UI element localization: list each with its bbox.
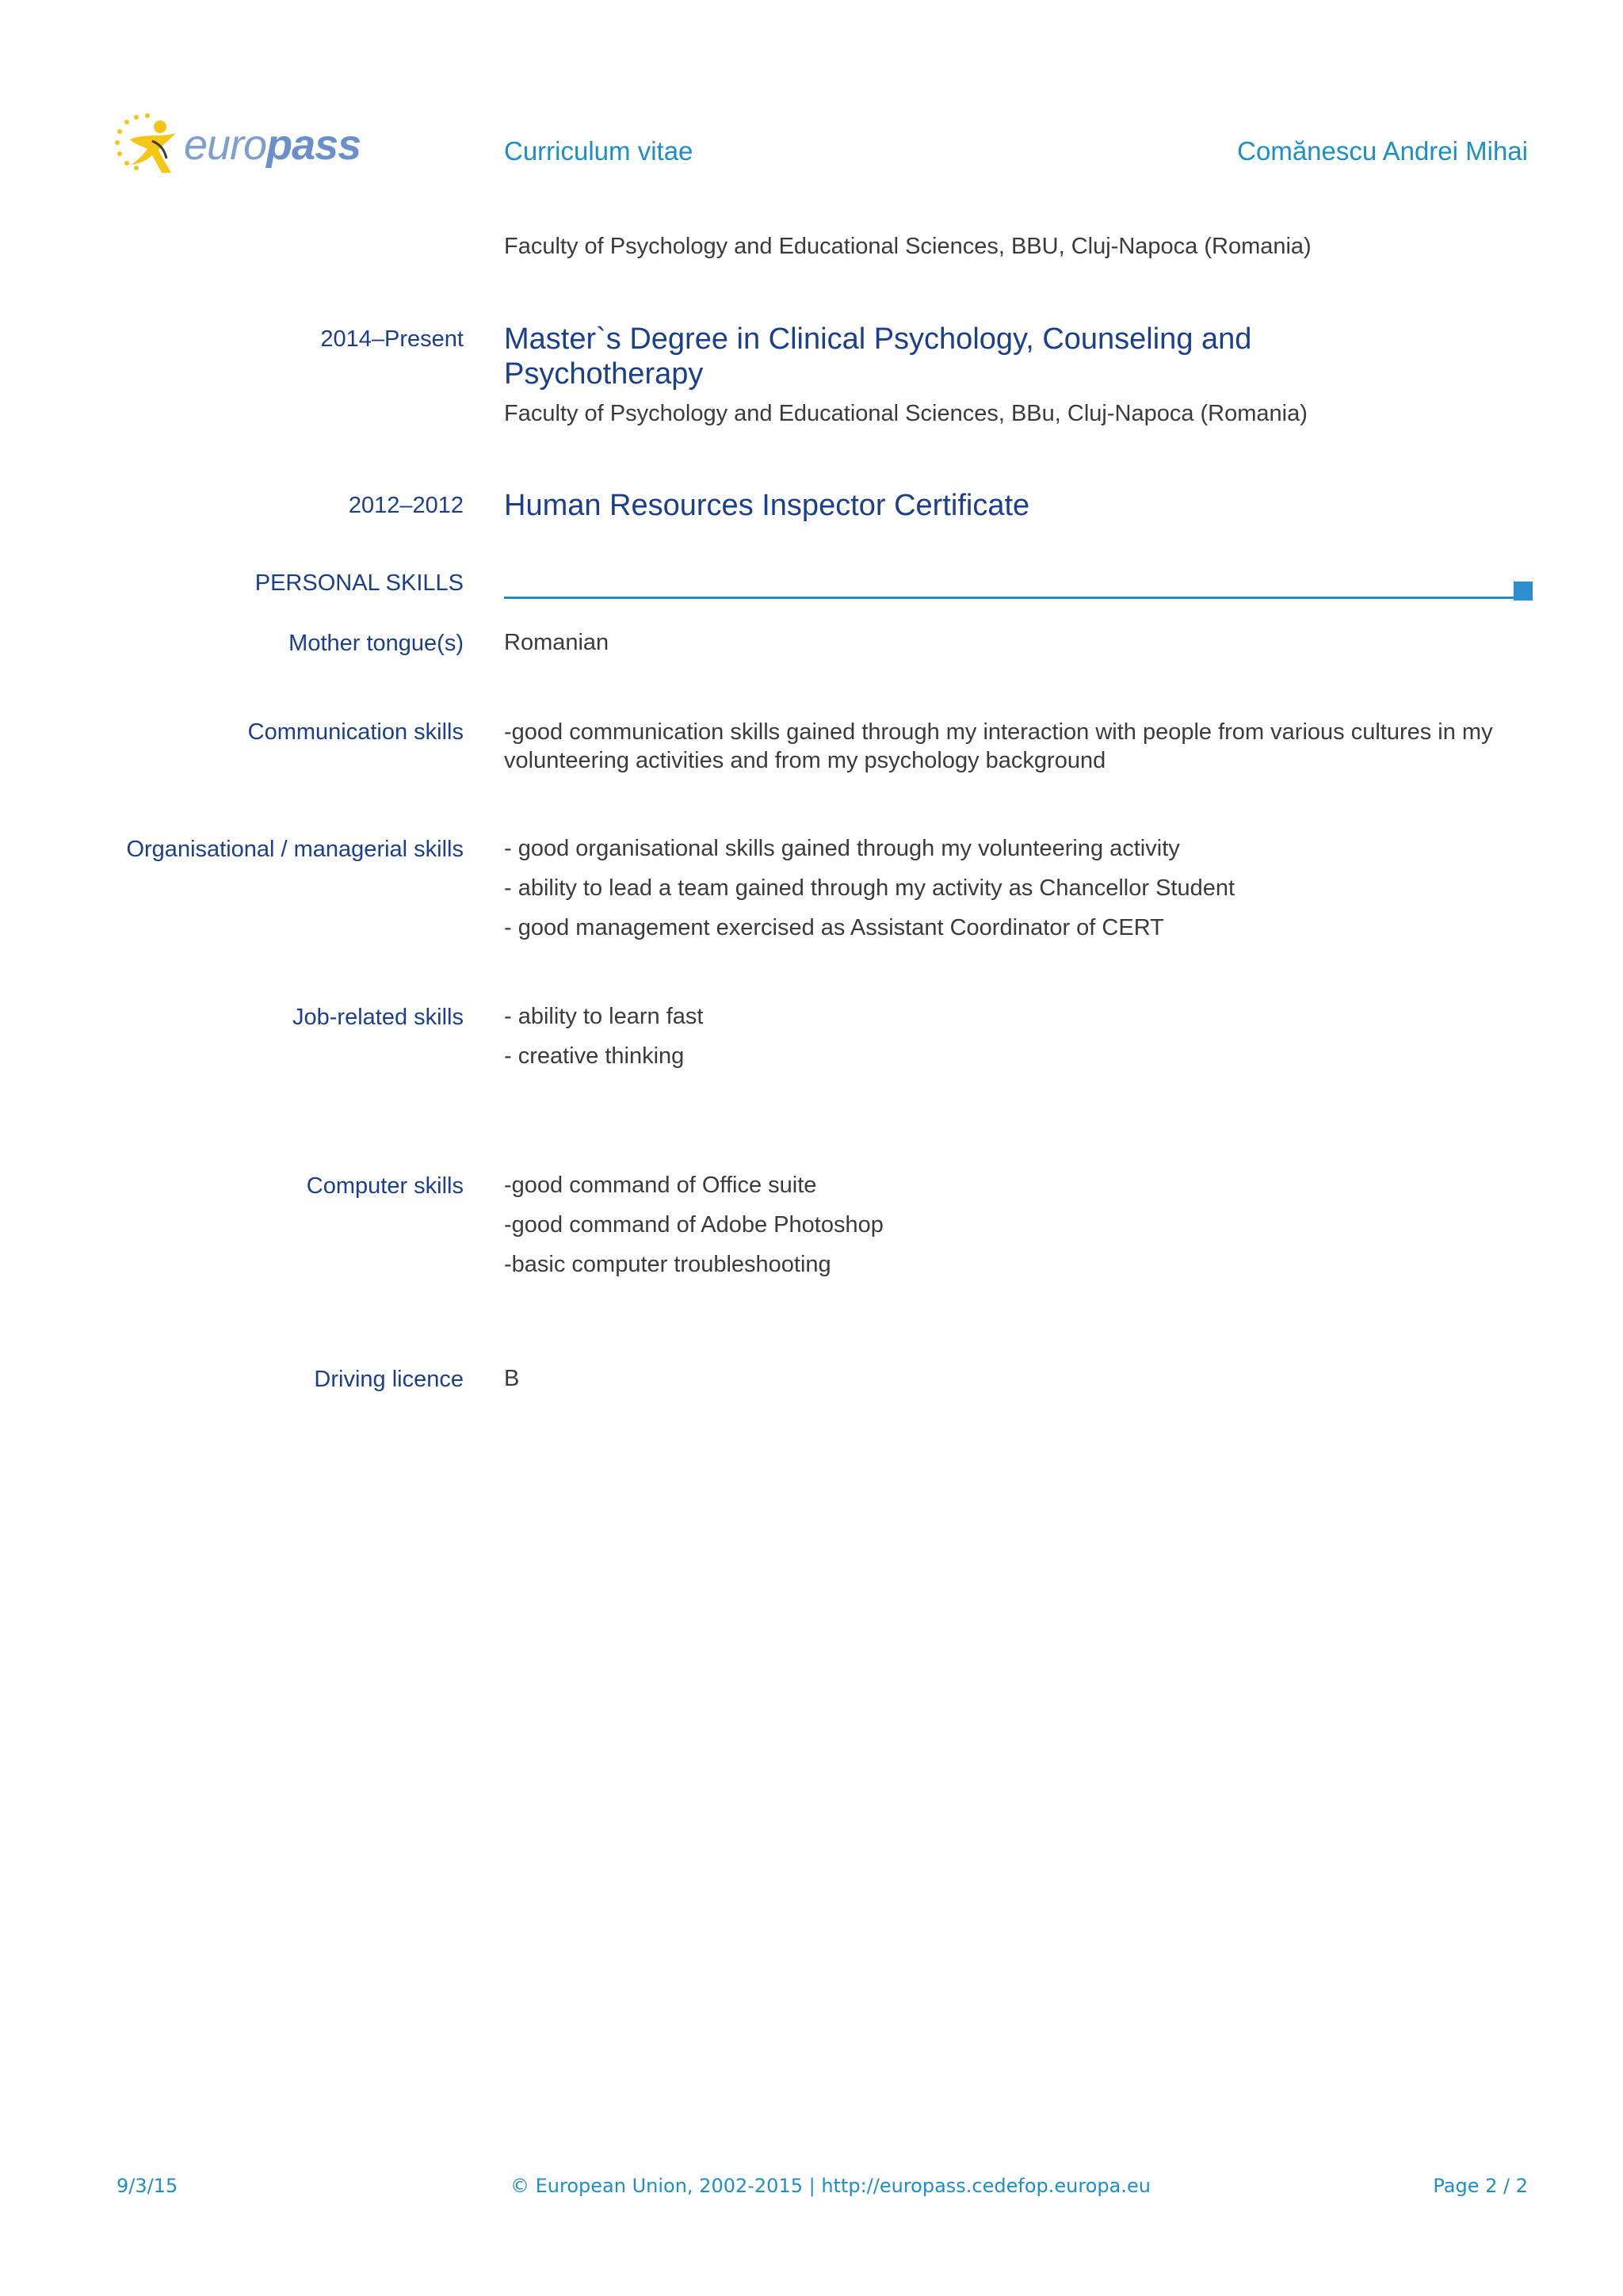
europass-wordmark [184,120,361,170]
footer-date: 9/3/15 [116,2175,178,2197]
mother-tongue-value: Romanian [504,630,609,655]
communication-skills-value: -good communication skills gained through my interaction with people from various cultures in my volunteering activities and from my psychology background [504,719,1493,773]
candidate-name: Comănescu Andrei Mihai [1237,136,1528,166]
education-title: Human Resources Inspector Certificate [504,489,1030,522]
section-divider [504,597,1514,599]
education-title [504,322,1296,391]
europass-logo [113,109,361,189]
education-org: Faculty of Psychology and Educational Sciences, BBu, Cluj-Napoca (Romania) [504,401,1308,426]
list-item: - good organisational skills gained through my volunteering activity [504,836,1180,861]
job-related-skills-list [504,997,703,1076]
organisational-skills-label: Organisational / managerial skills [126,837,464,862]
organisational-skills-list [504,829,1235,948]
logo-euro: euro [184,121,267,169]
list-item: - ability to lead a team gained through my activity as Chancellor Student [504,875,1235,901]
personal-skills-heading: PERSONAL SKILLS [254,570,464,596]
education-title-line: Master`s Degree in Clinical Psychology, Counseling and [504,322,1252,356]
list-item: -good command of Adobe Photoshop [504,1212,884,1238]
mother-tongue-label: Mother tongue(s) [288,631,464,656]
list-item: - good management exercised as Assistant Coordinator of CERT [504,915,1164,940]
previous-education-org: Faculty of Psychology and Educational Sciences, BBU, Cluj-Napoca (Romania) [504,234,1312,259]
education-dates: 2014–Present [320,326,464,352]
computer-skills-label: Computer skills [306,1173,464,1199]
section-divider-marker [1514,582,1533,601]
driving-licence-label: Driving licence [314,1367,464,1392]
footer-copyright: © European Union, 2002-2015 | http://europass.cedefop.europa.eu [510,2175,1151,2197]
job-related-skills-label: Job-related skills [292,1005,464,1030]
list-item: -basic computer troubleshooting [504,1252,831,1277]
driving-licence-value: B [504,1366,520,1391]
logo-pass: pass [266,121,361,169]
document-title: Curriculum vitae [504,136,693,166]
education-title-line: Psychotherapy [504,357,704,391]
education-dates: 2012–2012 [348,493,464,518]
footer-page-number: Page 2 / 2 [1433,2175,1528,2197]
list-item: - creative thinking [504,1043,685,1069]
communication-skills-label: Communication skills [247,719,464,745]
computer-skills-list [504,1165,884,1284]
list-item: - ability to learn fast [504,1004,704,1029]
list-item: -good command of Office suite [504,1173,817,1198]
